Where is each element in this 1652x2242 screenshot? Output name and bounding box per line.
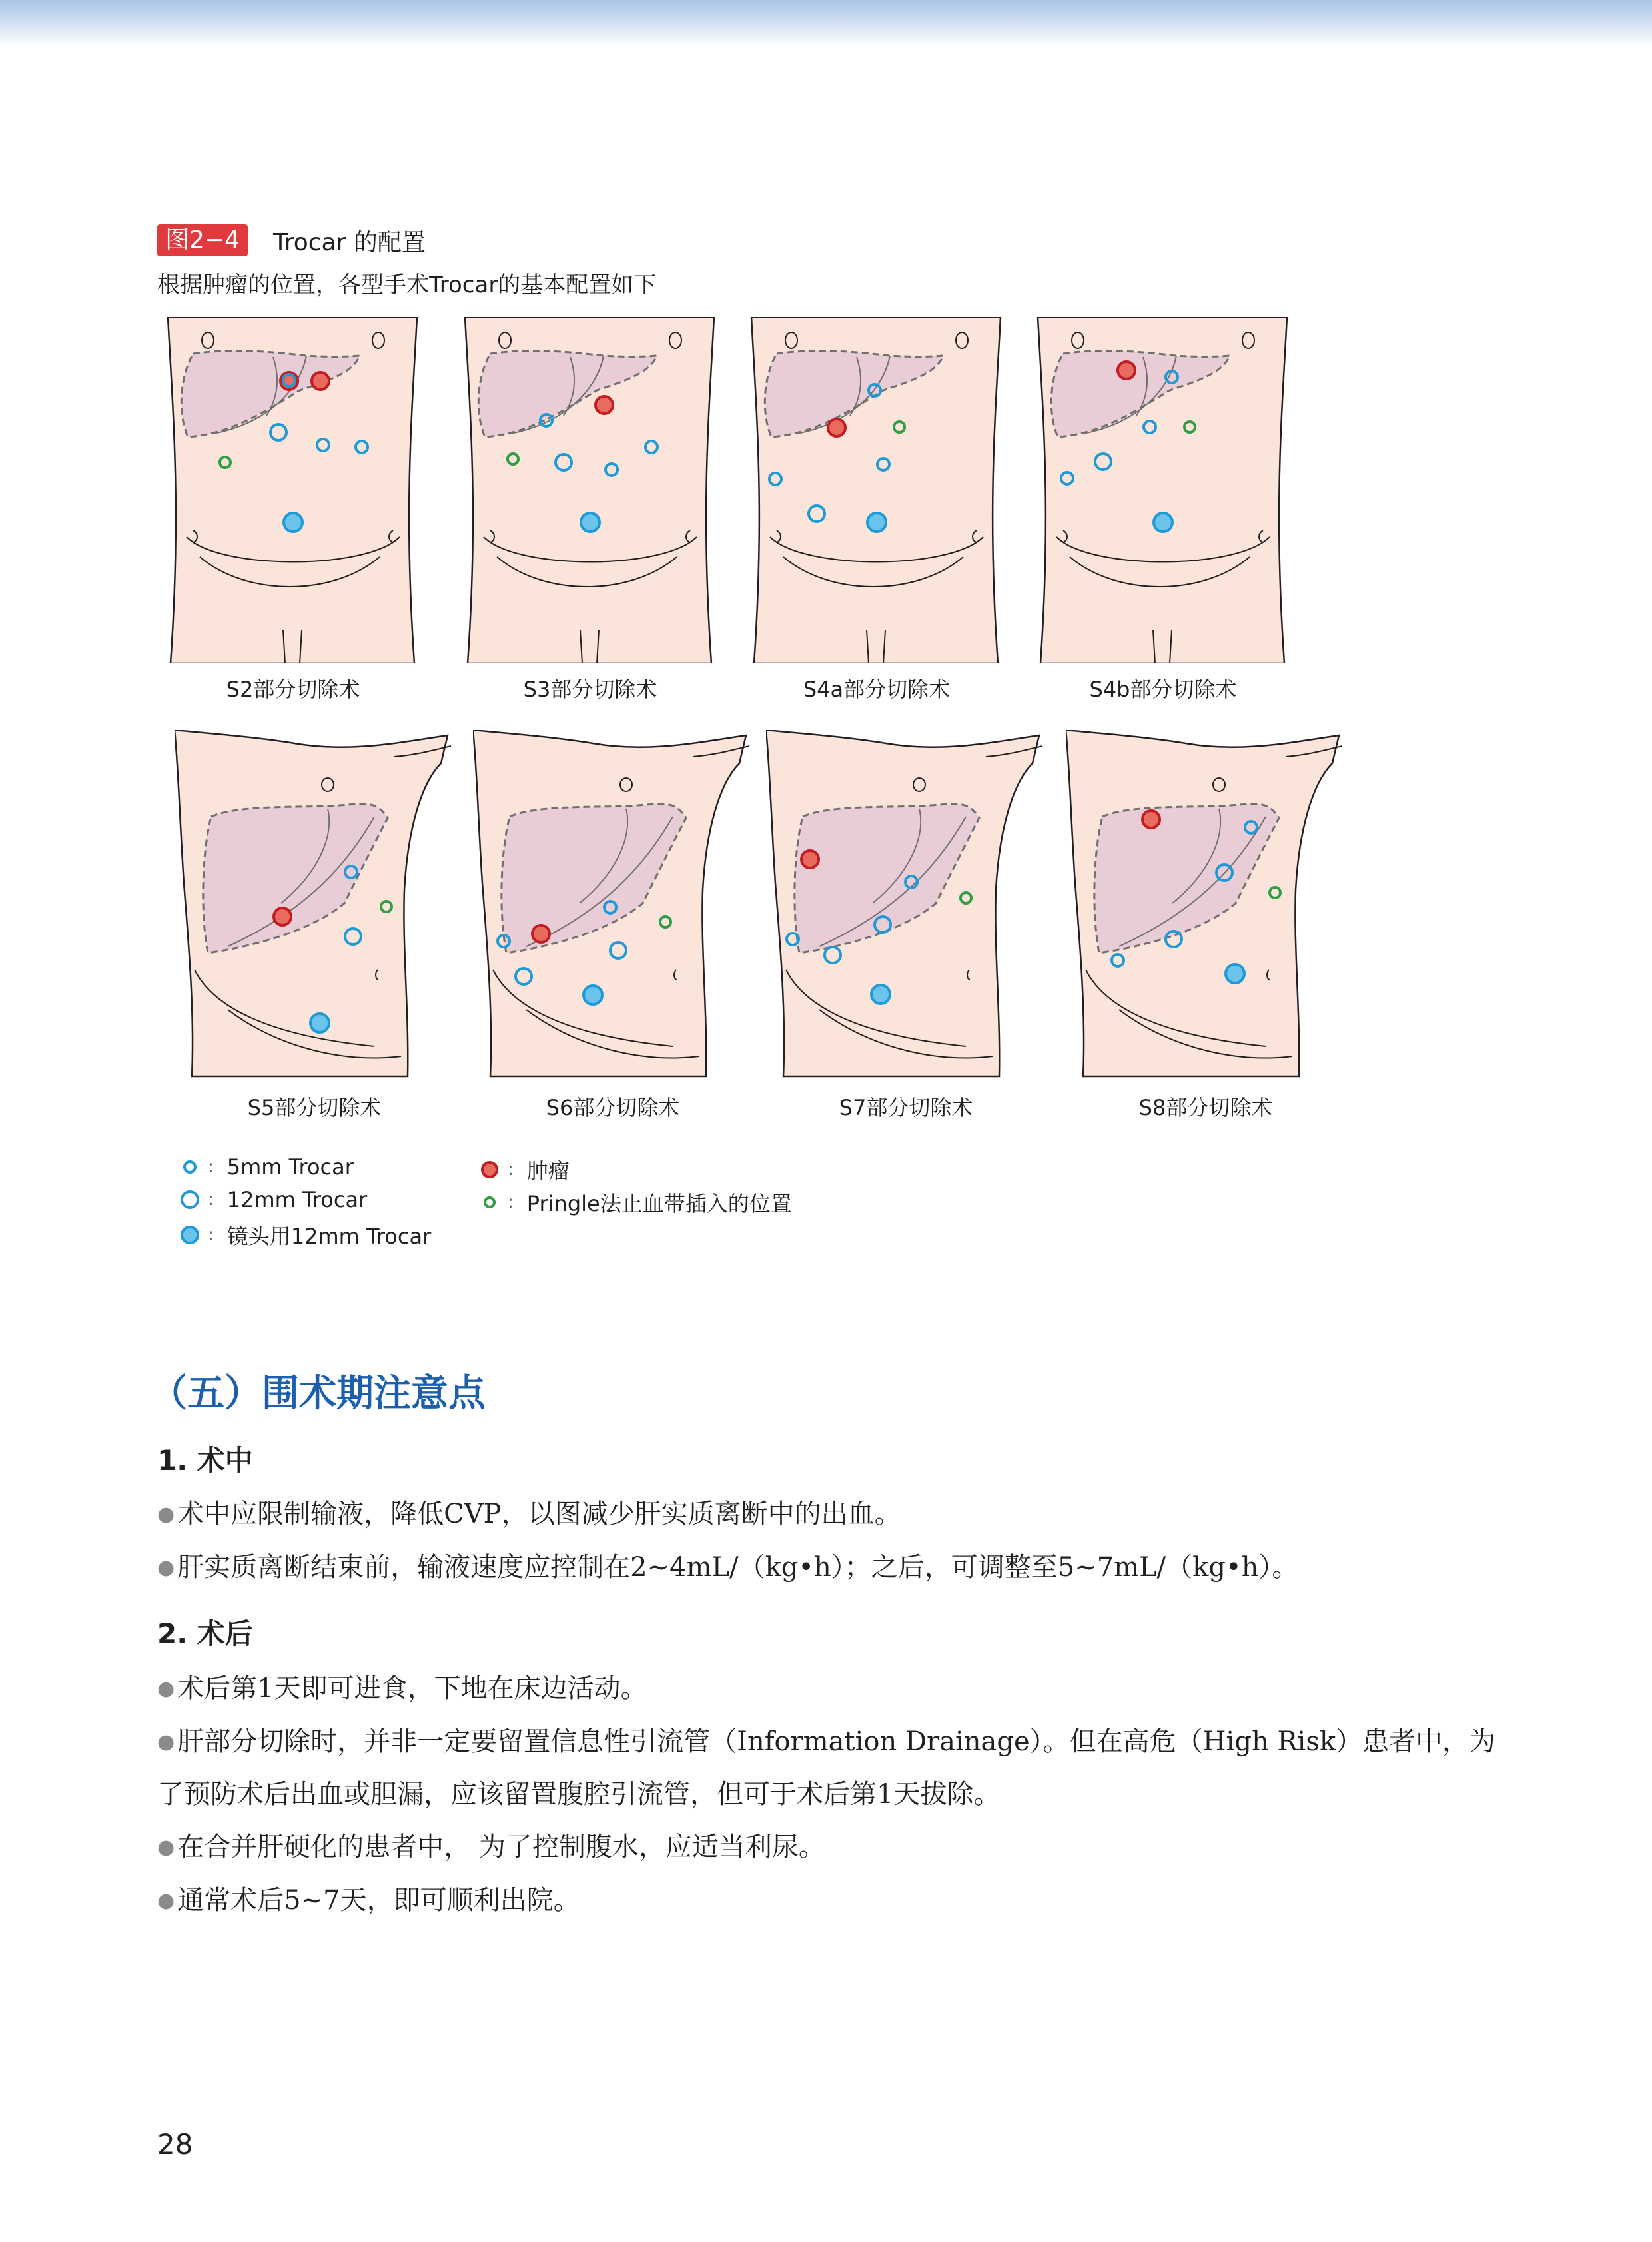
tumor-icon <box>480 1160 500 1180</box>
panel-label: S5部分切除术 <box>247 1095 382 1120</box>
panel-label: S7部分切除术 <box>839 1095 973 1120</box>
list-item: ● 术后第1天即可进食，下地在床边活动。 <box>157 1673 647 1704</box>
header-band <box>0 0 1652 47</box>
list-item: ● 肝实质离断结束前，输液速度应控制在2~4mL/（kg•h）；之后，可调整至5~7mL/（kg•h）。 <box>157 1552 1299 1583</box>
legend-5mm-trocar: : 5mm Trocar <box>180 1154 354 1180</box>
figure-caption <box>157 224 426 257</box>
list-item: ● 通常术后5~7天，即可顺利出院。 <box>157 1885 580 1916</box>
panel-s2 <box>167 317 420 702</box>
intraop-heading: 1. 术中 <box>157 1444 253 1477</box>
torso-front-illustration <box>464 317 717 663</box>
panel-s8 <box>1066 730 1319 1120</box>
panel-label: S2部分切除术 <box>226 677 360 702</box>
panel-s4b <box>1036 317 1290 702</box>
list-item: ● 肝部分切除时，并非一定要留置信息性引流管（Information Drainage）。但在高危（High Risk）患者中，为了预防术后出血或胆漏，应该留置腹腔引流管，但可于术后第1天拔除。 <box>157 1726 1496 1810</box>
list-item: ● 术中应限制输液，降低CVP，以图减少肝实质离断中的出血。 <box>157 1499 901 1529</box>
torso-front-illustration <box>1036 317 1290 663</box>
panel-label: S4a部分切除术 <box>803 677 951 702</box>
panel-s4a <box>750 317 1003 702</box>
torso-oblique-illustration <box>766 730 1046 1083</box>
trocar-12mm-icon <box>180 1190 200 1210</box>
legend-pringle: : Pringle法止血带插入的位置 <box>480 1187 792 1218</box>
page-number: 28 <box>157 2128 193 2161</box>
figure-tag: 图2−4 <box>157 224 248 256</box>
torso-front-illustration <box>750 317 1003 663</box>
torso-front-illustration <box>167 317 420 663</box>
torso-oblique-illustration <box>175 730 454 1083</box>
figure-subtitle: 根据肿瘤的位置，各型手术Trocar的基本配置如下 <box>157 272 657 298</box>
panel-label: S3部分切除术 <box>523 677 657 702</box>
section-title: （五）围术期注意点 <box>150 1372 486 1415</box>
pringle-icon <box>480 1192 500 1212</box>
panel-label: S4b部分切除术 <box>1089 677 1237 702</box>
legend-camera-trocar: : 镜头用12mm Trocar <box>180 1220 431 1250</box>
figure-title: Trocar 的配置 <box>272 228 426 256</box>
panel-s7 <box>766 730 1019 1120</box>
panel-s3 <box>464 317 717 702</box>
trocar-5mm-icon <box>180 1157 200 1177</box>
list-item: ● 在合并肝硬化的患者中， 为了控制腹水，应适当利尿。 <box>157 1832 825 1862</box>
postop-heading: 2. 术后 <box>157 1617 253 1650</box>
panel-s6 <box>473 730 726 1120</box>
camera-trocar-icon <box>180 1225 200 1245</box>
torso-oblique-illustration <box>1066 730 1346 1083</box>
legend-tumor: : 肿瘤 <box>480 1154 570 1185</box>
panel-label: S6部分切除术 <box>546 1095 680 1120</box>
legend-12mm-trocar: : 12mm Trocar <box>180 1187 367 1212</box>
panel-s5 <box>175 730 428 1120</box>
torso-oblique-illustration <box>473 730 753 1083</box>
panel-label: S8部分切除术 <box>1138 1095 1273 1120</box>
